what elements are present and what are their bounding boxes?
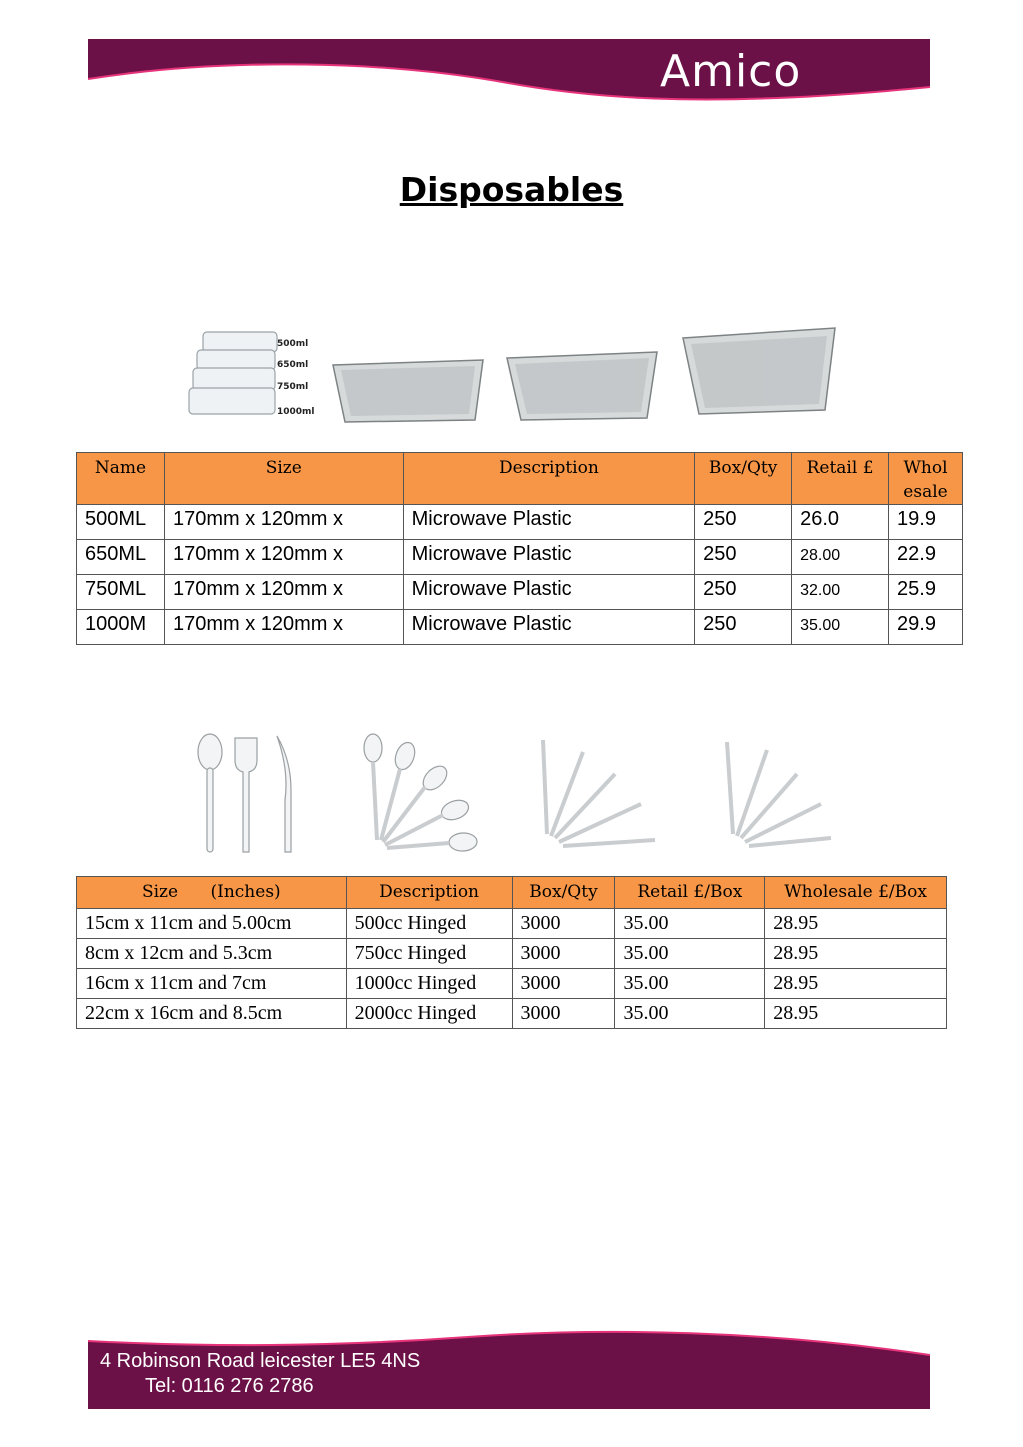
col-header-size: Size: [164, 453, 403, 505]
table-cell: 22.9: [889, 540, 963, 575]
containers-image: [185, 310, 845, 435]
table-cell: 16cm x 11cm and 7cm: [77, 969, 347, 999]
col-header-retail: Retail £: [792, 453, 889, 505]
table-cell: 35.00: [615, 939, 765, 969]
table-cell: 750ML: [77, 575, 165, 610]
containers-table: [76, 452, 963, 645]
container-label-750: 750ml: [277, 382, 309, 392]
hinged-containers-table: [76, 876, 947, 1029]
table-cell: 250: [695, 505, 792, 540]
table-cell: 35.00: [792, 610, 889, 645]
table-cell: Microwave Plastic: [403, 505, 695, 540]
table-cell: 3000: [512, 969, 615, 999]
cutlery-image: [185, 730, 845, 860]
table-cell: 35.00: [615, 969, 765, 999]
col-header-wholesale: Wholesale £/Box: [765, 877, 947, 909]
table-cell: 22cm x 16cm and 8.5cm: [77, 999, 347, 1029]
table-cell: 170mm x 120mm x: [164, 540, 403, 575]
table-cell: 3000: [512, 939, 615, 969]
table-row: [77, 575, 963, 610]
col-header-size: Size (Inches): [77, 877, 347, 909]
footer-phone: Tel: 0116 276 2786: [145, 1375, 314, 1397]
table-cell: 28.95: [765, 969, 947, 999]
container-label-500: 500ml: [277, 339, 309, 349]
table-cell: 29.9: [889, 610, 963, 645]
table-cell: 28.00: [792, 540, 889, 575]
table-cell: 25.9: [889, 575, 963, 610]
table-cell: 170mm x 120mm x: [164, 575, 403, 610]
page-title: Disposables: [399, 170, 624, 209]
table-row: [77, 939, 947, 969]
table-cell: 250: [695, 610, 792, 645]
table-cell: 35.00: [615, 999, 765, 1029]
table-cell: 3000: [512, 999, 615, 1029]
table-cell: 170mm x 120mm x: [164, 610, 403, 645]
table-row: [77, 540, 963, 575]
col-header-name: Name: [77, 453, 165, 505]
table-row: [77, 505, 963, 540]
header-banner: [88, 39, 930, 105]
table-cell: 1000M: [77, 610, 165, 645]
table-cell: 32.00: [792, 575, 889, 610]
table-cell: 500cc Hinged: [346, 909, 512, 939]
table-cell: 26.0: [792, 505, 889, 540]
table-cell: 28.95: [765, 999, 947, 1029]
table-cell: 250: [695, 575, 792, 610]
table-cell: 500ML: [77, 505, 165, 540]
table-cell: 19.9: [889, 505, 963, 540]
table-cell: Microwave Plastic: [403, 575, 695, 610]
table-cell: Microwave Plastic: [403, 540, 695, 575]
col-header-description: Description: [346, 877, 512, 909]
table-cell: 2000cc Hinged: [346, 999, 512, 1029]
table-row: [77, 610, 963, 645]
table-cell: 28.95: [765, 939, 947, 969]
col-header-wholesale: Whol esale: [889, 453, 963, 505]
table-cell: 28.95: [765, 909, 947, 939]
table-row: [77, 909, 947, 939]
container-label-650: 650ml: [277, 360, 309, 370]
table-header-row: [77, 453, 963, 505]
table-cell: 250: [695, 540, 792, 575]
col-header-description: Description: [403, 453, 695, 505]
col-header-retail: Retail £/Box: [615, 877, 765, 909]
table-cell: 8cm x 12cm and 5.3cm: [77, 939, 347, 969]
table-cell: 650ML: [77, 540, 165, 575]
table-cell: 750cc Hinged: [346, 939, 512, 969]
table-header-row: [77, 877, 947, 909]
table-cell: 170mm x 120mm x: [164, 505, 403, 540]
table-cell: Microwave Plastic: [403, 610, 695, 645]
table-row: [77, 999, 947, 1029]
col-header-box-qty: Box/Qty: [512, 877, 615, 909]
table-row: [77, 969, 947, 999]
footer-address: 4 Robinson Road leicester LE5 4NS: [100, 1350, 421, 1372]
container-label-1000: 1000ml: [277, 407, 315, 417]
table-cell: 15cm x 11cm and 5.00cm: [77, 909, 347, 939]
table-cell: 1000cc Hinged: [346, 969, 512, 999]
table-cell: 35.00: [615, 909, 765, 939]
brand-logo: Amico: [660, 46, 802, 97]
table-cell: 3000: [512, 909, 615, 939]
col-header-box-qty: Box/Qty: [695, 453, 792, 505]
